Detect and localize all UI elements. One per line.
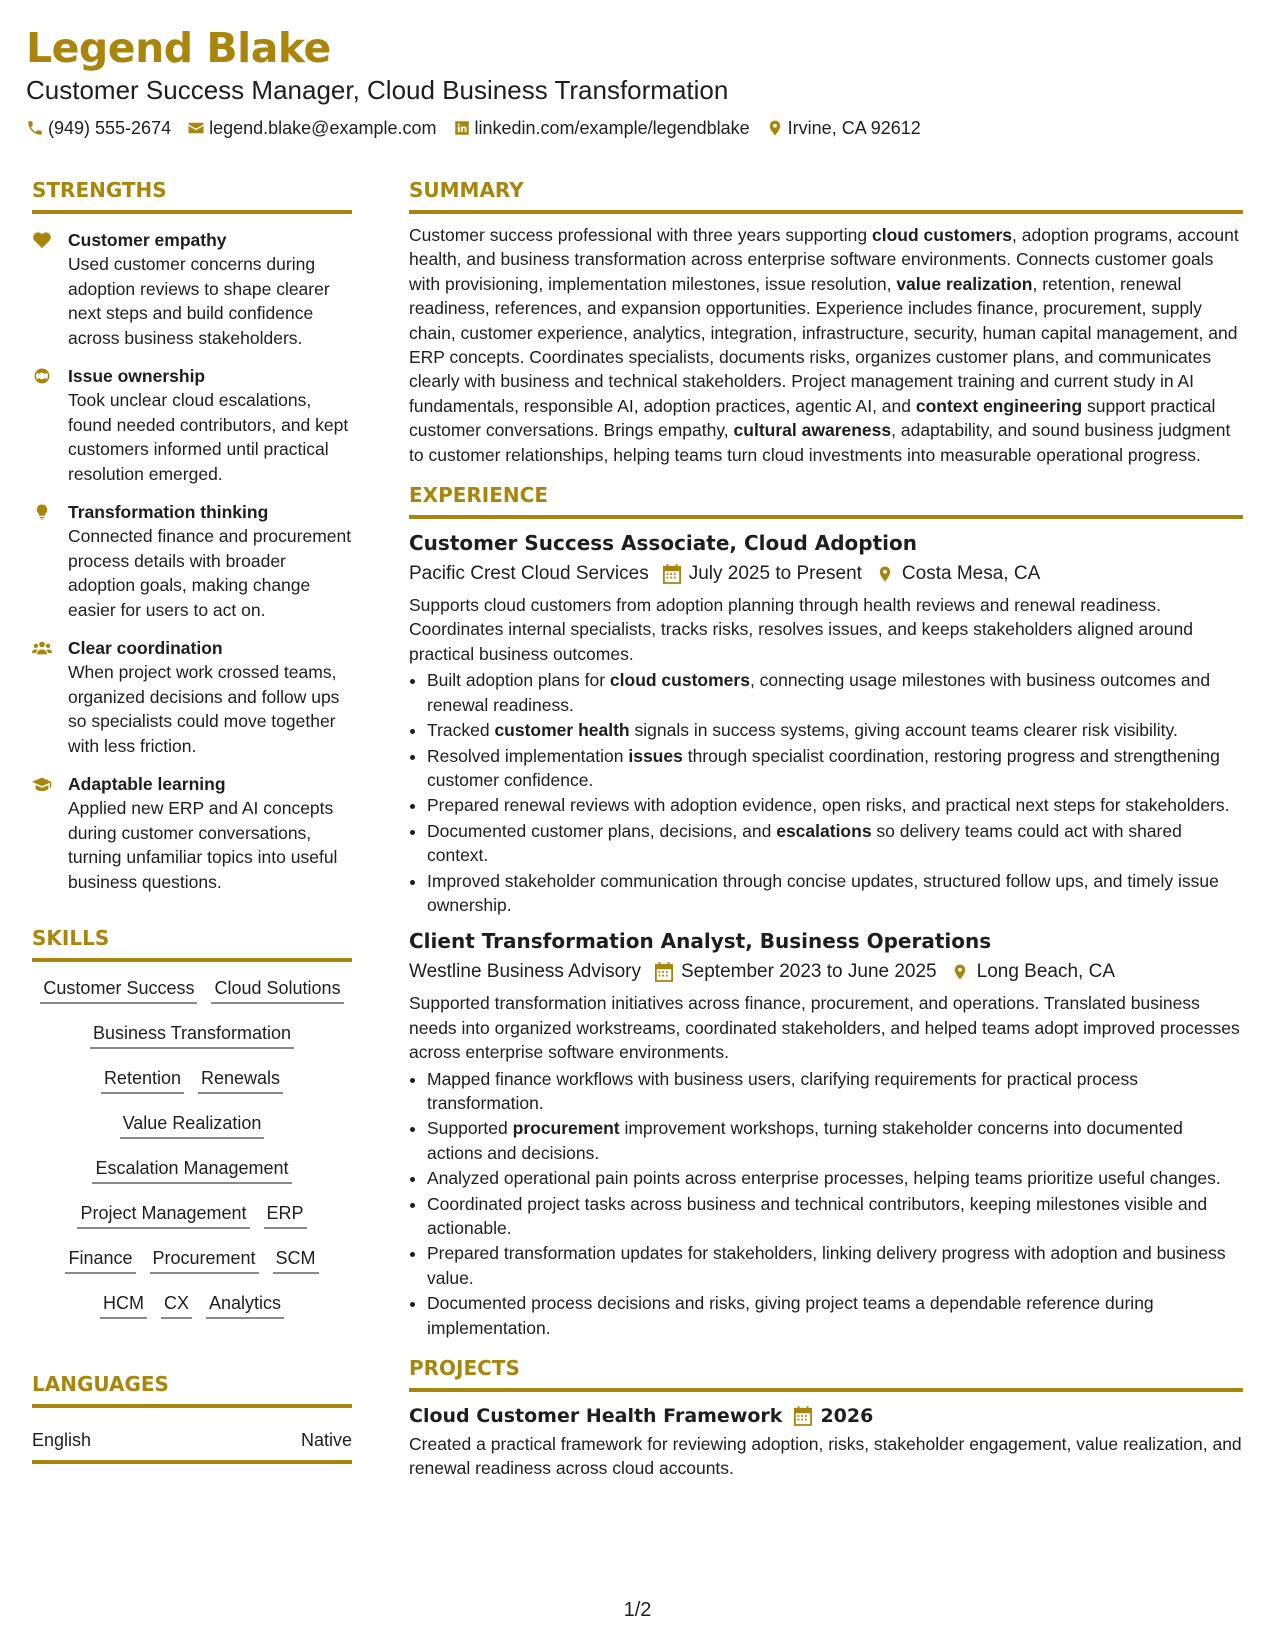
job-location	[951, 957, 1115, 987]
projects-heading: PROJECTS	[409, 1354, 1243, 1392]
skill-tag: Finance	[65, 1246, 135, 1274]
calendar-icon	[655, 962, 673, 982]
strength-desc: Took unclear cloud escalations, found needed contributors, and kept customers informed until practical resolution emerged.	[68, 390, 349, 484]
candidate-name: Legend Blake	[26, 24, 331, 72]
project-entry	[409, 1402, 1243, 1481]
job-bullet: • Documented customer plans, decisions, and escalations so delivery teams could act with shared context.	[427, 819, 1243, 868]
strength-title: Issue ownership	[68, 366, 206, 386]
job-bullet: • Coordinated project tasks across business and technical contributors, keeping milestones visible and actionable.	[427, 1192, 1243, 1241]
skill-tag: Cloud Solutions	[211, 976, 343, 1004]
strength-item	[32, 772, 352, 894]
map-pin-icon	[951, 962, 969, 982]
job-summary: Supports cloud customers from adoption planning through health reviews and renewal readiness. Coordinates internal specialists, tracks risks, resolves issues, and keeps stakeholders aligned around practical business outcomes.	[409, 595, 1194, 664]
bold-keyword: customer health	[494, 720, 630, 741]
skill-tag: Renewals	[198, 1066, 283, 1094]
skill-tag: Analytics	[206, 1291, 284, 1319]
graduation-cap-icon	[32, 775, 52, 793]
skill-tag: Business Transformation	[90, 1021, 294, 1049]
summary-text: Customer success professional with three years supporting cloud customers, adoption programs, account health, and business transformation across enterprise software environments. Connects customer goals with provisioning, implementation milestones, issue resolution, value realization, retention, renewal readiness, references, and expansion opportunities. Experience includes finance, procurement, supply chain, customer experience, analytics, integration, infrastructure, security, human capital management, and ERP concepts. Coordinates specialists, documents risks, organizes customer plans, and communicates clearly with business and technical stakeholders. Project management training and current study in AI fundamentals, responsible AI, adoption practices, agentic AI, and context engineering support practical customer conversations. Brings empathy, cultural awareness, adaptability, and sound business judgment to customer relationships, helping teams turn cloud investments into measurable operational progress.	[409, 225, 1239, 465]
phone-text: (949) 555-2674	[48, 118, 172, 138]
language-level: Native	[300, 1430, 352, 1450]
job-bullet: • Analyzed operational pain points across enterprise processes, helping teams prioritize useful changes.	[427, 1166, 1243, 1190]
job-location-text: Long Beach, CA	[976, 961, 1115, 983]
job-bullet: • Supported procurement improvement workshops, turning stakeholder concerns into documented actions and decisions.	[427, 1116, 1243, 1165]
bold-keyword: procurement	[512, 1118, 620, 1139]
project-desc: Created a practical framework for reviewing adoption, risks, stakeholder engagement, value realization, and renewal readiness across cloud accounts.	[409, 1434, 1242, 1479]
users-icon	[32, 639, 52, 657]
skills-heading: SKILLS	[32, 924, 352, 962]
project-year: 2026	[820, 1405, 874, 1428]
job-bullet: • Improved stakeholder communication through concise updates, structured follow ups, and timely issue ownership.	[427, 869, 1243, 918]
job-entry	[409, 529, 1243, 917]
candidate-title: Customer Success Manager, Cloud Business Transformation	[26, 75, 729, 105]
skill-tag: CX	[161, 1291, 192, 1319]
strength-item	[32, 636, 352, 758]
language-item	[32, 1428, 352, 1464]
job-bullet: • Built adoption plans for cloud customers, connecting usage milestones with business outcomes and renewal readiness.	[427, 668, 1243, 717]
strengths-heading: STRENGTHS	[32, 176, 352, 214]
calendar-icon	[794, 1406, 812, 1426]
right-column	[409, 176, 1243, 1481]
job-bullet: • Documented process decisions and risks, giving project teams a dependable reference during implementation.	[427, 1291, 1243, 1340]
linkedin-icon	[453, 119, 471, 137]
location-text: Irvine, CA 92612	[787, 118, 921, 138]
strength-item	[32, 500, 352, 622]
language-name: English	[32, 1430, 92, 1450]
job-title: Customer Success Associate, Cloud Adoption	[409, 531, 917, 556]
skill-row	[113, 1111, 272, 1139]
bold-keyword: cloud customers	[872, 225, 1013, 245]
bold-keyword: escalations	[776, 820, 872, 841]
skill-tag: SCM	[273, 1246, 319, 1274]
skill-tag: Value Realization	[120, 1111, 265, 1139]
job-dates	[655, 957, 937, 987]
skills-list	[32, 976, 352, 1336]
page-indicator: 1/2	[623, 1599, 652, 1621]
contact-phone[interactable]	[26, 116, 171, 140]
job-meta	[409, 559, 1243, 589]
skill-row	[58, 1246, 325, 1274]
left-column	[32, 176, 352, 1464]
contact-bar	[26, 116, 1246, 140]
skill-tag: Escalation Management	[92, 1156, 291, 1184]
skill-tag: Project Management	[77, 1201, 249, 1229]
strength-title: Customer empathy	[68, 230, 227, 250]
envelope-icon	[187, 119, 205, 137]
summary-heading: SUMMARY	[409, 176, 1243, 214]
heart-icon	[32, 231, 52, 249]
job-title: Client Transformation Analyst, Business Operations	[409, 929, 992, 954]
bold-keyword: context engineering	[915, 395, 1083, 416]
skill-tag: HCM	[100, 1291, 147, 1319]
skill-row	[93, 1291, 291, 1319]
skill-tag: Procurement	[150, 1246, 259, 1274]
strength-item	[32, 228, 352, 350]
strength-desc: Used customer concerns during adoption reviews to shape clearer next steps and build confidence across business stakeholders.	[68, 254, 330, 348]
contact-email[interactable]	[187, 116, 436, 140]
job-summary: Supported transformation initiatives across finance, procurement, and operations. Translated business needs into organized workstreams, coordinated stakeholders, and helped teams adopt improved processes across enterprise software environments.	[409, 993, 1240, 1063]
job-bullet: • Tracked customer health signals in success systems, giving account teams clearer risk visibility.	[427, 718, 1243, 742]
strength-item	[32, 364, 352, 486]
strength-title: Clear coordination	[68, 638, 223, 658]
job-location	[876, 559, 1040, 589]
contact-location	[766, 116, 921, 140]
job-dates-text: July 2025 to Present	[688, 563, 862, 585]
job-entry	[409, 927, 1243, 1340]
bold-keyword: cloud customers	[609, 670, 750, 691]
job-bullet: • Resolved implementation issues through specialist coordination, restoring progress and strengthening customer confidence.	[427, 744, 1243, 793]
email-text: legend.blake@example.com	[209, 118, 437, 138]
skill-row	[70, 1201, 313, 1229]
calendar-icon	[663, 564, 681, 584]
bold-keyword: issues	[628, 745, 683, 766]
strength-desc: Applied new ERP and AI concepts during customer conversations, turning unfamiliar topics into useful business questions.	[68, 798, 338, 892]
job-bullet: • Prepared renewal reviews with adoption evidence, open risks, and practical next steps for stakeholders.	[427, 793, 1243, 817]
job-bullets	[409, 668, 1243, 917]
job-bullets	[409, 1067, 1243, 1340]
phone-icon	[26, 119, 44, 137]
skill-row	[33, 976, 350, 1004]
bold-keyword: value realization	[896, 273, 1033, 294]
languages-heading: LANGUAGES	[32, 1370, 352, 1408]
skill-row	[94, 1066, 290, 1094]
linkedin-text: linkedin.com/example/legendblake	[474, 118, 750, 138]
skill-row	[83, 1021, 301, 1049]
contact-linkedin[interactable]	[453, 116, 750, 140]
project-title: Cloud Customer Health Framework	[409, 1405, 783, 1428]
map-pin-icon	[876, 564, 894, 584]
skill-tag: Customer Success	[40, 976, 197, 1004]
company-name: Westline Business Advisory	[409, 961, 641, 983]
strength-desc: When project work crossed teams, organized decisions and follow ups so specialists could move together with less friction.	[68, 662, 340, 756]
job-meta	[409, 957, 1243, 987]
strength-desc: Connected finance and procurement process details with broader adoption goals, making change easier for users to act on.	[68, 526, 352, 620]
job-bullet: • Prepared transformation updates for stakeholders, linking delivery progress with adoption and business value.	[427, 1241, 1243, 1290]
resume-header	[26, 22, 1246, 140]
skill-tag: Retention	[101, 1066, 184, 1094]
lightbulb-icon	[32, 503, 52, 521]
life-ring-icon	[32, 367, 52, 385]
job-bullet: • Mapped finance workflows with business users, clarifying requirements for practical process transformation.	[427, 1067, 1243, 1116]
job-dates	[663, 559, 862, 589]
project-title-row	[409, 1402, 1243, 1430]
skill-row	[85, 1156, 298, 1184]
company-name: Pacific Crest Cloud Services	[409, 563, 649, 585]
map-pin-icon	[766, 119, 784, 137]
job-location-text: Costa Mesa, CA	[901, 563, 1041, 585]
experience-heading: EXPERIENCE	[409, 481, 1243, 519]
job-dates-text: September 2023 to June 2025	[680, 961, 937, 983]
skill-tag: ERP	[264, 1201, 307, 1229]
bold-keyword: cultural awareness	[733, 420, 892, 441]
strength-title: Adaptable learning	[68, 774, 226, 794]
strength-title: Transformation thinking	[68, 502, 269, 522]
